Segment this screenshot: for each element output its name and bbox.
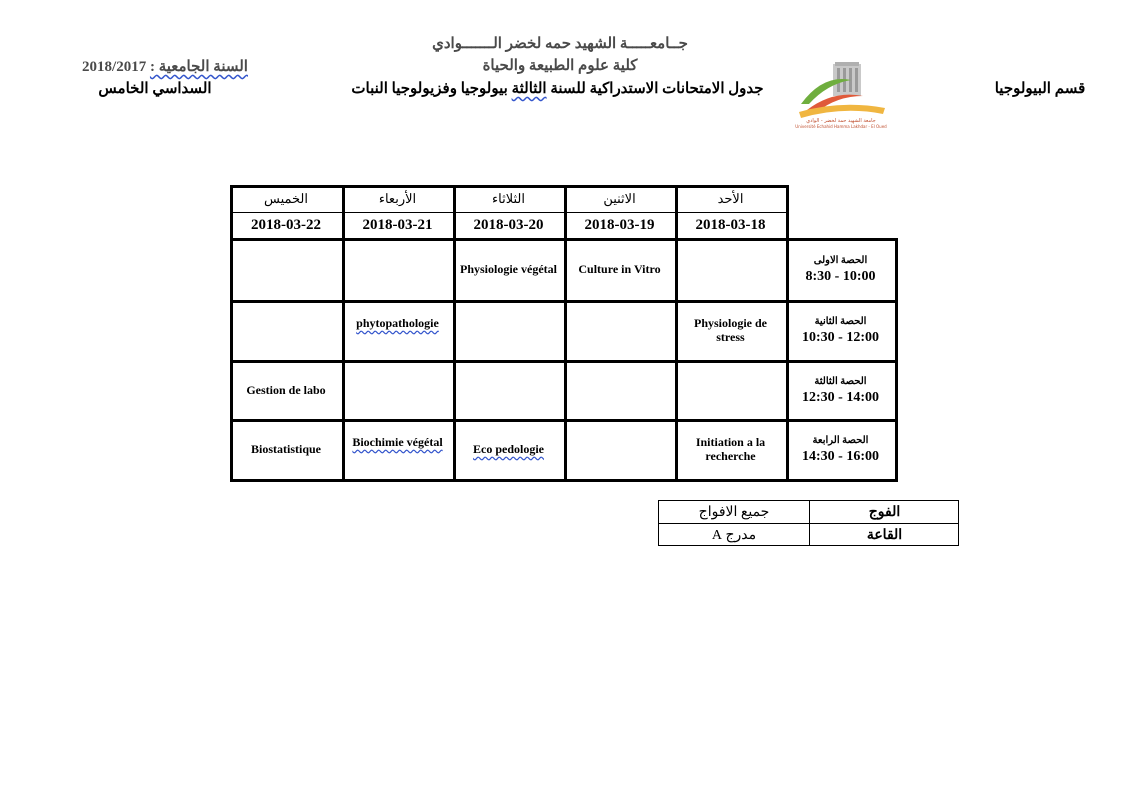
day-date-cell: 2018-03-18 bbox=[695, 217, 766, 233]
grid-border bbox=[786, 185, 789, 238]
slot-cell bbox=[786, 238, 895, 300]
info-row-group bbox=[659, 501, 958, 524]
room-value: مدرج A bbox=[711, 527, 757, 543]
academic-year-value: 2018/2017 bbox=[82, 59, 147, 75]
slot-cell bbox=[786, 419, 895, 479]
slot-time: 14:30 - 16:00 bbox=[802, 449, 879, 464]
day-name-cell: الثلاثاء bbox=[492, 190, 525, 206]
group-value: جميع الافواج bbox=[698, 504, 770, 520]
grid-border bbox=[564, 185, 567, 238]
grid-border bbox=[895, 238, 898, 482]
page-title bbox=[340, 79, 775, 98]
grid-border bbox=[786, 238, 789, 482]
day-date-cell: 2018-03-19 bbox=[584, 217, 655, 233]
exam-cell: Biochimie végétal bbox=[352, 435, 443, 449]
info-row-room bbox=[659, 524, 958, 546]
exam-cell bbox=[457, 360, 560, 419]
exam-cell bbox=[346, 238, 449, 300]
day-name-cell: الأربعاء bbox=[378, 190, 417, 206]
grid-border bbox=[453, 185, 456, 238]
room-label: القاعة bbox=[809, 524, 959, 546]
day-name-cell: الخميس bbox=[264, 190, 308, 206]
faculty-name: كلية علوم الطبيعة والحياة bbox=[482, 58, 638, 74]
day-name-cell: الاثنين bbox=[603, 190, 636, 206]
slot-cell bbox=[786, 360, 895, 419]
title-underlined: الثالثة bbox=[511, 81, 547, 97]
grid-border bbox=[342, 185, 345, 238]
exam-cell bbox=[568, 360, 671, 419]
slot-name: الحصة الرابعة bbox=[812, 435, 869, 446]
university-logo-icon bbox=[793, 60, 889, 130]
academic-year-label: السنة الجامعية : bbox=[149, 59, 248, 75]
slot-name: الحصة الثانية bbox=[814, 316, 867, 327]
exam-cell: Eco pedologie bbox=[473, 442, 544, 456]
academic-year bbox=[60, 57, 270, 76]
grid-border bbox=[230, 185, 788, 188]
day-date-cell: 2018-03-22 bbox=[251, 217, 321, 233]
grid-border bbox=[675, 185, 678, 238]
grid-border bbox=[564, 238, 567, 482]
grid-border bbox=[230, 185, 233, 238]
exam-cell bbox=[568, 419, 671, 479]
title-suffix: بيولوجيا وفزيولوجيا النبات bbox=[351, 81, 512, 97]
slot-time: 10:30 - 12:00 bbox=[802, 330, 879, 345]
semester-label: السداسي الخامس bbox=[98, 81, 212, 97]
day-name-cell: الأحد bbox=[717, 190, 744, 206]
exam-cell bbox=[679, 238, 782, 300]
exam-cell: Physiologie végétal bbox=[460, 262, 557, 276]
info-table bbox=[658, 500, 959, 546]
logo-caption: جامعة الشهيد حمة لخضر - الوادي bbox=[806, 118, 876, 124]
grid-border bbox=[342, 238, 345, 482]
exam-cell bbox=[234, 300, 338, 360]
exam-cell bbox=[346, 360, 449, 419]
day-date-cell: 2018-03-21 bbox=[362, 217, 433, 233]
grid-border bbox=[230, 212, 786, 213]
day-date-cell: 2018-03-20 bbox=[473, 217, 544, 233]
exam-cell: Physiologie de stress bbox=[693, 316, 767, 344]
exam-cell: Biostatistique bbox=[250, 442, 321, 456]
exam-cell bbox=[568, 300, 671, 360]
exam-cell bbox=[234, 238, 338, 300]
exam-cell bbox=[679, 360, 782, 419]
slot-time: 12:30 - 14:00 bbox=[802, 389, 879, 405]
logo-caption-fr: Université Echahid Hamma Lakhdar - El Oued bbox=[795, 124, 887, 129]
title-prefix: جدول الامتحانات الاستدراكية للسنة bbox=[546, 81, 764, 97]
exam-cell: Initiation a la recherche bbox=[695, 435, 766, 463]
department-name: قسم البيولوجيا bbox=[994, 81, 1086, 97]
slot-cell bbox=[786, 300, 895, 360]
slot-name: الحصة الثالثة bbox=[814, 375, 867, 387]
exam-cell bbox=[457, 300, 560, 360]
slot-time: 8:30 - 10:00 bbox=[805, 269, 876, 284]
exam-cell: Gestion de labo bbox=[246, 382, 326, 397]
slot-name: الحصة الاولى bbox=[813, 255, 868, 266]
university-name: جــامعـــــة الشهيد حمه لخضر الـــــــوادي bbox=[432, 36, 688, 52]
exam-cell: phytopathologie bbox=[356, 316, 439, 330]
grid-border bbox=[453, 238, 456, 482]
exam-cell: Culture in Vitro bbox=[578, 262, 661, 276]
grid-border bbox=[230, 238, 233, 482]
group-label: الفوج bbox=[809, 501, 959, 523]
grid-border bbox=[675, 238, 678, 482]
